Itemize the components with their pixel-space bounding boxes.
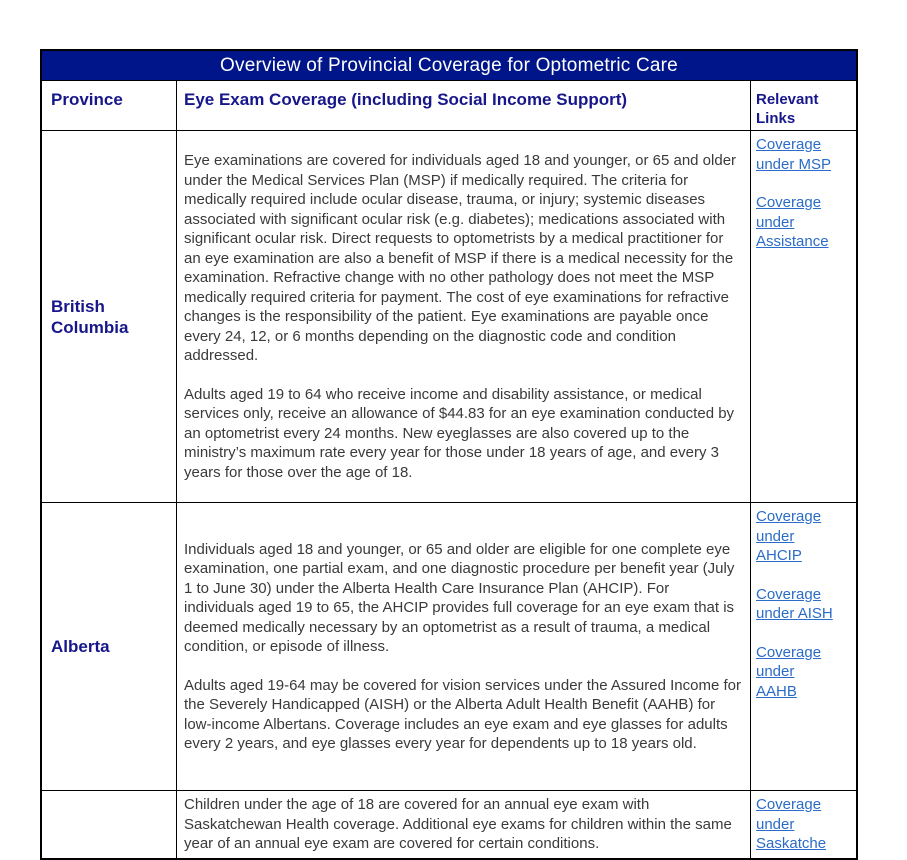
links-cell	[751, 131, 856, 502]
link-coverage-under-ahcip[interactable]: Coverage under AHCIP	[756, 508, 822, 564]
coverage-paragraph: Adults aged 19 to 64 who receive income and disability assistance, or medical services only, receive an allowance of $44.83 for an eye examination conducted by an optometrist every 24 months. New eyeglasses are also covered up to the ministry’s maximum rate every year for those under 18 years of age, and every 3 years for those over the age of 18.	[184, 385, 735, 481]
coverage-paragraph: Individuals aged 18 and younger, or 65 and older are eligible for one complete eye examination, one partial exam, and one diagnostic procedure per benefit year (July 1 to June 30) under the Alberta Health Care Insurance Plan (AHCIP). For individuals aged 19 to 65, the AHCIP provides full coverage for an eye exam that is deemed medically necessary by an optometrist as a result of trauma, a medical condition, or episode of illness.	[184, 540, 735, 655]
link-coverage-under-msp[interactable]: Coverage under MSP	[756, 136, 832, 173]
table-row-alberta	[42, 502, 856, 790]
province-cell	[42, 791, 177, 858]
coverage-cell	[177, 131, 751, 502]
link-coverage-under-assistance[interactable]: Coverage under Assistance	[756, 194, 829, 250]
coverage-cell	[177, 503, 751, 790]
table-row-british-columbia	[42, 131, 856, 502]
table-header-row	[42, 81, 856, 131]
coverage-paragraph: Eye examinations are covered for individuals aged 18 and younger, or 65 and older under the Medical Services Plan (MSP) if medically required. The criteria for medically required include ocular disease, trauma, or injury; systemic diseases associated with significant ocular risk (e.g. diabetes); medications associated with significant ocular risk. Direct requests to optometrists by a medical practitioner for an eye examination are also a benefit of MSP if there is a medical necessity for the examination. Refractive change with no other pathology does not meet the MSP medically required criteria for payment. The cost of eye examinations for refractive changes is the responsibility of the patient. Eye examinations are payable once every 24, 12, or 6 months depending on the diagnostic code and condition addressed.	[184, 152, 737, 364]
coverage-paragraph: Children under the age of 18 are covered for an annual eye exam with Saskatchewan Health coverage. Additional eye exams for children within the same year of an annual eye exam are covered for certain conditions.	[184, 796, 732, 852]
table-title: Overview of Provincial Coverage for Optometric Care	[220, 54, 678, 76]
province-label: Alberta	[51, 637, 110, 656]
table-row-saskatchewan	[42, 790, 856, 858]
province-cell	[42, 503, 177, 790]
header-coverage-label: Eye Exam Coverage (including Social Income Support)	[184, 90, 628, 109]
header-province	[42, 81, 177, 130]
header-province-label: Province	[51, 90, 123, 109]
province-cell	[42, 131, 177, 502]
link-coverage-under-saskatchewan[interactable]: Coverage under Saskatche	[756, 796, 827, 852]
table-title-bar	[42, 51, 856, 81]
header-coverage	[177, 81, 751, 130]
link-coverage-under-aahb[interactable]: Coverage under AAHB	[756, 643, 822, 700]
header-links-label: Relevant Links	[756, 91, 819, 127]
province-label: British Columbia	[51, 296, 129, 337]
header-links	[751, 81, 856, 130]
links-cell	[751, 791, 856, 858]
coverage-paragraph: Adults aged 19-64 may be covered for vision services under the Assured Income for the Severely Handicapped (AISH) or the Alberta Adult Health Benefit (AAHB) for low-income Albertans. Coverage includes an eye exam and eye glasses for adults every 2 years, and eye glasses every year for dependents up to 18 years old.	[184, 676, 741, 752]
links-cell	[751, 503, 856, 790]
coverage-cell	[177, 791, 751, 858]
coverage-table	[40, 49, 858, 860]
link-coverage-under-aish[interactable]: Coverage under AISH	[756, 585, 833, 622]
